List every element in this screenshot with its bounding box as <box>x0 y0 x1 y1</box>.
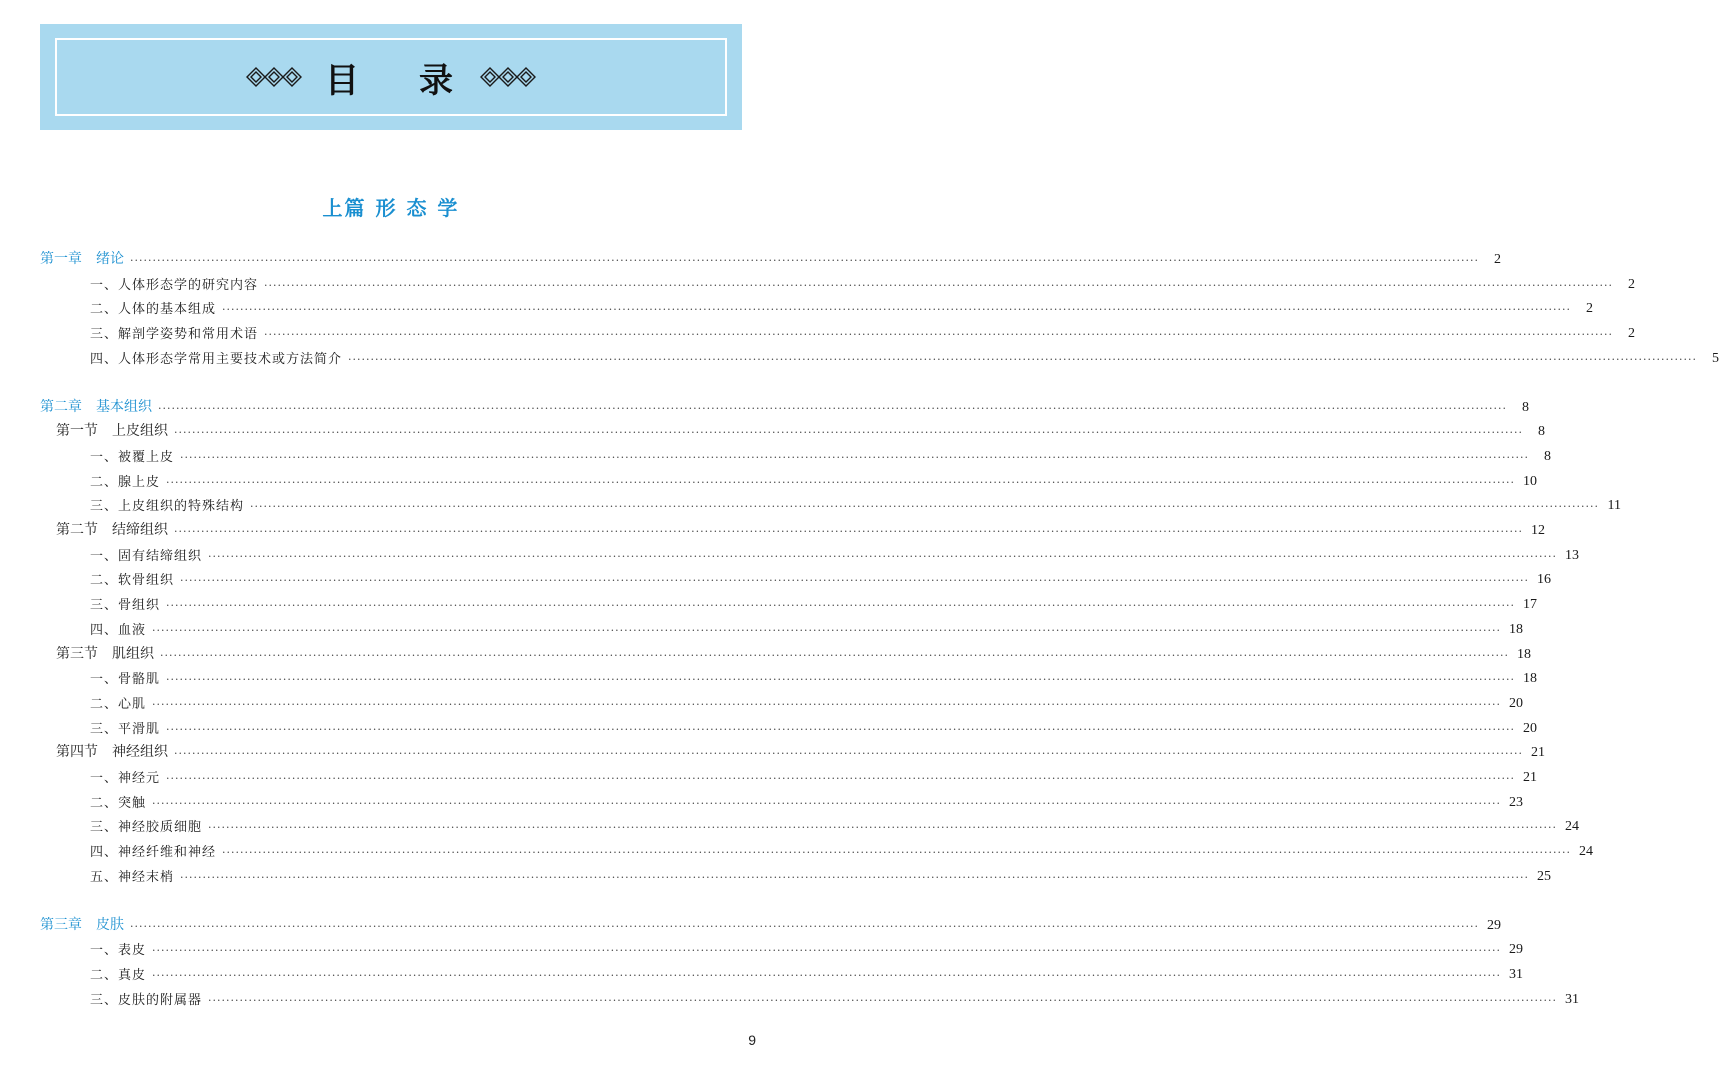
dot-leader: ············································································································································································································································································································ <box>166 475 1515 489</box>
toc-entry-page: 8 <box>1521 399 1529 415</box>
toc-entry-label: 一、表皮 <box>90 943 147 959</box>
page-number: 9 <box>748 1032 756 1048</box>
toc-chapter-row[interactable] <box>40 910 1501 934</box>
toc-chapter-row[interactable] <box>40 392 1529 416</box>
toc-item-row[interactable] <box>90 441 1551 465</box>
toc-entry-label: 第四节 神经组织 <box>56 744 168 761</box>
toc-entry-page: 2 <box>1586 301 1593 317</box>
toc-item-row[interactable] <box>90 811 1579 836</box>
toc-entry-label: 五、神经末梢 <box>90 869 175 885</box>
toc-entry-page: 21 <box>1523 770 1537 785</box>
toc-entry-page: 8 <box>1544 448 1551 464</box>
dot-leader: ············································································································································································································································································································ <box>264 328 1613 342</box>
dot-leader: ············································································································································································································································································································ <box>174 747 1523 761</box>
dot-leader: ············································································································································································································································································································ <box>160 648 1509 662</box>
toc-entry-page: 18 <box>1523 671 1537 687</box>
dot-leader: ············································································································································································································································································································ <box>166 599 1515 613</box>
toc-entry-label: 一、固有结缔组织 <box>90 548 203 564</box>
toc-entry-page: 8 <box>1537 424 1545 440</box>
dot-leader: ············································································································································································································································································································ <box>180 574 1529 588</box>
dot-leader: ············································································································································································································································································································ <box>208 993 1557 1007</box>
toc-item-row[interactable] <box>90 861 1551 885</box>
toc-item-row[interactable] <box>90 614 1523 638</box>
toc-entry-page: 18 <box>1509 621 1523 637</box>
toc-entry-page: 18 <box>1516 646 1531 662</box>
dot-leader: ············································································································································································································································································································ <box>174 525 1523 538</box>
toc-entry-page: 23 <box>1509 794 1523 810</box>
dot-leader: ············································································································································································································································································································ <box>208 549 1557 563</box>
toc-entry-page: 17 <box>1523 597 1537 613</box>
title-banner-frame <box>55 38 727 116</box>
toc-entry-page: 24 <box>1579 844 1593 860</box>
toc-entry-label: 三、神经胶质细胞 <box>90 820 203 836</box>
toc-item-row[interactable] <box>90 688 1523 712</box>
toc-item-row[interactable] <box>90 713 1537 737</box>
dot-leader: ············································································································································································································································································································ <box>158 401 1507 415</box>
dot-leader: ············································································································································································································································································································ <box>222 846 1571 860</box>
toc-entry-page: 12 <box>1530 523 1545 538</box>
dot-leader: ············································································································································································································································································································ <box>152 944 1501 958</box>
dot-leader: ············································································································································································································································································································ <box>130 919 1479 933</box>
diamond-ornament-right-icon <box>479 66 537 88</box>
toc-entry-label: 三、解剖学姿势和常用术语 <box>90 327 259 343</box>
toc-entry-page: 24 <box>1565 819 1579 835</box>
dot-leader: ············································································································································································································································································································ <box>348 352 1697 366</box>
toc-entry-label: 一、神经元 <box>90 771 161 786</box>
dot-leader: ············································································································································································································································································································ <box>152 968 1501 982</box>
dot-leader: ············································································································································································································································································································ <box>166 722 1515 736</box>
toc-entry-label: 第二章 基本组织 <box>40 398 152 415</box>
dot-leader: ············································································································································································································································································································ <box>152 697 1501 711</box>
toc-entry-label: 第二节 结缔组织 <box>56 522 168 538</box>
page-title <box>325 53 457 102</box>
dot-leader: ············································································································································································································································································································ <box>152 623 1501 637</box>
part-title: 上篇 形 态 学 <box>322 196 460 220</box>
toc-entry-label: 二、突触 <box>90 795 147 811</box>
toc-entry-page: 16 <box>1537 572 1551 588</box>
toc-item-row[interactable] <box>90 663 1537 688</box>
toc-entry-label: 三、皮肤的附属器 <box>90 992 203 1008</box>
toc-section-row[interactable] <box>56 515 1545 539</box>
toc-entry-label: 三、骨组织 <box>90 598 161 614</box>
toc-item-row[interactable] <box>90 318 1635 343</box>
toc-section-row[interactable] <box>56 639 1531 663</box>
toc-entry-label: 第一节 上皮组织 <box>56 423 168 440</box>
toc-entry-label: 四、神经纤维和神经 <box>90 845 217 861</box>
toc-entry-label: 一、被覆上皮 <box>90 449 175 465</box>
toc-entry-page: 5 <box>1712 350 1719 366</box>
dot-leader: ············································································································································································································································································································ <box>180 870 1529 884</box>
toc-entry-page: 29 <box>1486 917 1501 933</box>
toc-entry-label: 第三章 皮肤 <box>40 916 124 933</box>
toc-entry-label: 一、人体形态学的研究内容 <box>90 277 259 293</box>
toc-entry-label: 三、平滑肌 <box>90 721 161 737</box>
toc-section-row[interactable] <box>56 416 1545 440</box>
toc-entry-page: 20 <box>1523 720 1537 736</box>
toc-entry-page: 2 <box>1628 276 1635 292</box>
toc-entry-label: 二、人体的基本组成 <box>90 302 217 318</box>
title-char-1: 目 <box>325 60 363 101</box>
toc-section-row[interactable] <box>56 737 1545 761</box>
toc-entry-page: 21 <box>1530 745 1545 761</box>
toc-item-row[interactable] <box>90 589 1537 614</box>
dot-leader: ············································································································································································································································································································ <box>174 426 1523 440</box>
dot-leader: ············································································································································································································································································································ <box>152 796 1501 810</box>
dot-leader: ············································································································································································································································································································ <box>250 500 1599 514</box>
toc-item-row[interactable] <box>90 490 1621 515</box>
dot-leader: ············································································································································································································································································································ <box>166 772 1515 785</box>
toc-item-row[interactable] <box>90 293 1593 318</box>
diamond-ornament-left-icon <box>245 66 303 88</box>
toc-item-row[interactable] <box>90 787 1523 811</box>
toc-entry-label: 二、软骨组织 <box>90 573 175 589</box>
dot-leader: ············································································································································································································································································································ <box>166 673 1515 687</box>
toc-entry-label: 四、血液 <box>90 622 147 638</box>
dot-leader: ············································································································································································································································································································ <box>222 303 1571 317</box>
dot-leader: ············································································································································································································································································································ <box>130 254 1479 267</box>
toc-entry-label: 二、心肌 <box>90 696 147 712</box>
toc-entry-label: 一、骨骼肌 <box>90 672 161 688</box>
toc-entry-page: 31 <box>1565 991 1579 1007</box>
toc-item-row[interactable] <box>90 540 1579 564</box>
toc-entry-page: 29 <box>1509 942 1523 958</box>
toc-entry-label: 四、人体形态学常用主要技术或方法简介 <box>90 351 343 367</box>
toc-item-row[interactable] <box>90 343 1719 367</box>
title-char-2: 录 <box>419 60 457 101</box>
toc-entry-page: 13 <box>1565 547 1579 563</box>
toc-entry-page: 10 <box>1523 473 1537 489</box>
toc-item-row[interactable] <box>90 466 1537 490</box>
toc-entry-page: 2 <box>1493 252 1501 267</box>
dot-leader: ············································································································································································································································································································ <box>264 278 1613 292</box>
toc-entry-page: 31 <box>1509 966 1523 982</box>
toc-entry-page: 20 <box>1509 695 1523 711</box>
toc-entry-page: 2 <box>1628 326 1635 342</box>
toc-entry-label: 二、真皮 <box>90 967 147 983</box>
toc-entry-page: 11 <box>1607 498 1621 514</box>
toc-item-row[interactable] <box>90 934 1523 959</box>
toc-entry-page: 25 <box>1537 868 1551 884</box>
toc-item-row[interactable] <box>90 959 1523 983</box>
toc-entry-label: 二、腺上皮 <box>90 474 161 490</box>
title-banner <box>40 24 742 130</box>
toc-item-row[interactable] <box>90 836 1593 861</box>
toc-entry-label: 第三节 肌组织 <box>56 645 154 662</box>
toc-item-row[interactable] <box>90 984 1579 1008</box>
dot-leader: ············································································································································································································································································································ <box>180 450 1529 464</box>
dot-leader: ············································································································································································································································································································ <box>208 821 1557 835</box>
toc-item-row[interactable] <box>90 762 1537 786</box>
toc-chapter-row[interactable] <box>40 244 1501 268</box>
toc-entry-label: 第一章 绪论 <box>40 251 124 267</box>
toc-item-row[interactable] <box>90 564 1551 589</box>
toc-entry-label: 三、上皮组织的特殊结构 <box>90 499 245 515</box>
toc-item-row[interactable] <box>90 269 1635 293</box>
